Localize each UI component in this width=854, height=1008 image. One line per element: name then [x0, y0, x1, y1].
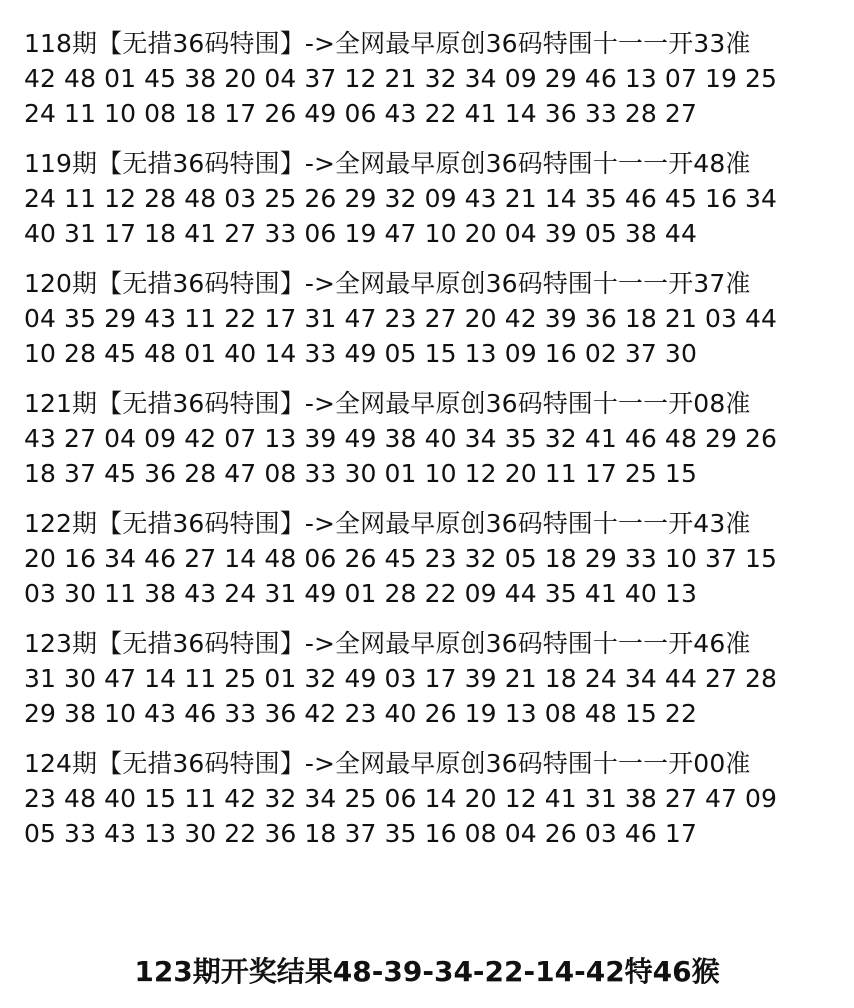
number-row: 43 27 04 09 42 07 13 39 49 38 40 34 35 32 41 46 48 29 26 — [24, 424, 778, 453]
period-block — [24, 386, 834, 491]
period-header: 123期【无措36码特围】->全网最早原创36码特围十一一开46准 — [24, 629, 751, 658]
number-row: 29 38 10 43 46 33 36 42 23 40 26 19 13 08 48 15 22 — [24, 699, 697, 728]
number-row: 24 11 12 28 48 03 25 26 29 32 09 43 21 14 35 46 45 16 34 — [24, 184, 778, 213]
period-header: 118期【无措36码特围】->全网最早原创36码特围十一一开33准 — [24, 29, 751, 58]
number-row: 10 28 45 48 01 40 14 33 49 05 15 13 09 16 02 37 30 — [24, 339, 697, 368]
period-list — [24, 26, 834, 866]
period-header: 119期【无措36码特围】->全网最早原创36码特围十一一开48准 — [24, 149, 751, 178]
number-row: 42 48 01 45 38 20 04 37 12 21 32 34 09 29 46 13 07 19 25 — [24, 64, 778, 93]
period-block — [24, 626, 834, 731]
period-header: 124期【无措36码特围】->全网最早原创36码特围十一一开00准 — [24, 749, 751, 778]
draw-result: 123期开奖结果48-39-34-22-14-42特46猴 — [134, 955, 720, 988]
number-row: 04 35 29 43 11 22 17 31 47 23 27 20 42 39 36 18 21 03 44 — [24, 304, 778, 333]
number-row: 18 37 45 36 28 47 08 33 30 01 10 12 20 11 17 25 15 — [24, 459, 697, 488]
period-block — [24, 506, 834, 611]
number-row: 05 33 43 13 30 22 36 18 37 35 16 08 04 26 03 46 17 — [24, 819, 697, 848]
number-row: 03 30 11 38 43 24 31 49 01 28 22 09 44 35 41 40 13 — [24, 579, 697, 608]
period-block — [24, 26, 834, 131]
number-row: 24 11 10 08 18 17 26 49 06 43 22 41 14 36 33 28 27 — [24, 99, 697, 128]
number-row: 23 48 40 15 11 42 32 34 25 06 14 20 12 41 31 38 27 47 09 — [24, 784, 778, 813]
period-block — [24, 146, 834, 251]
number-row: 40 31 17 18 41 27 33 06 19 47 10 20 04 39 05 38 44 — [24, 219, 697, 248]
number-row: 31 30 47 14 11 25 01 32 49 03 17 39 21 18 24 34 44 27 28 — [24, 664, 778, 693]
period-block — [24, 266, 834, 371]
period-header: 120期【无措36码特围】->全网最早原创36码特围十一一开37准 — [24, 269, 751, 298]
number-row: 20 16 34 46 27 14 48 06 26 45 23 32 05 18 29 33 10 37 15 — [24, 544, 778, 573]
period-block — [24, 746, 834, 851]
period-header: 121期【无措36码特围】->全网最早原创36码特围十一一开08准 — [24, 389, 751, 418]
period-header: 122期【无措36码特围】->全网最早原创36码特围十一一开43准 — [24, 509, 751, 538]
